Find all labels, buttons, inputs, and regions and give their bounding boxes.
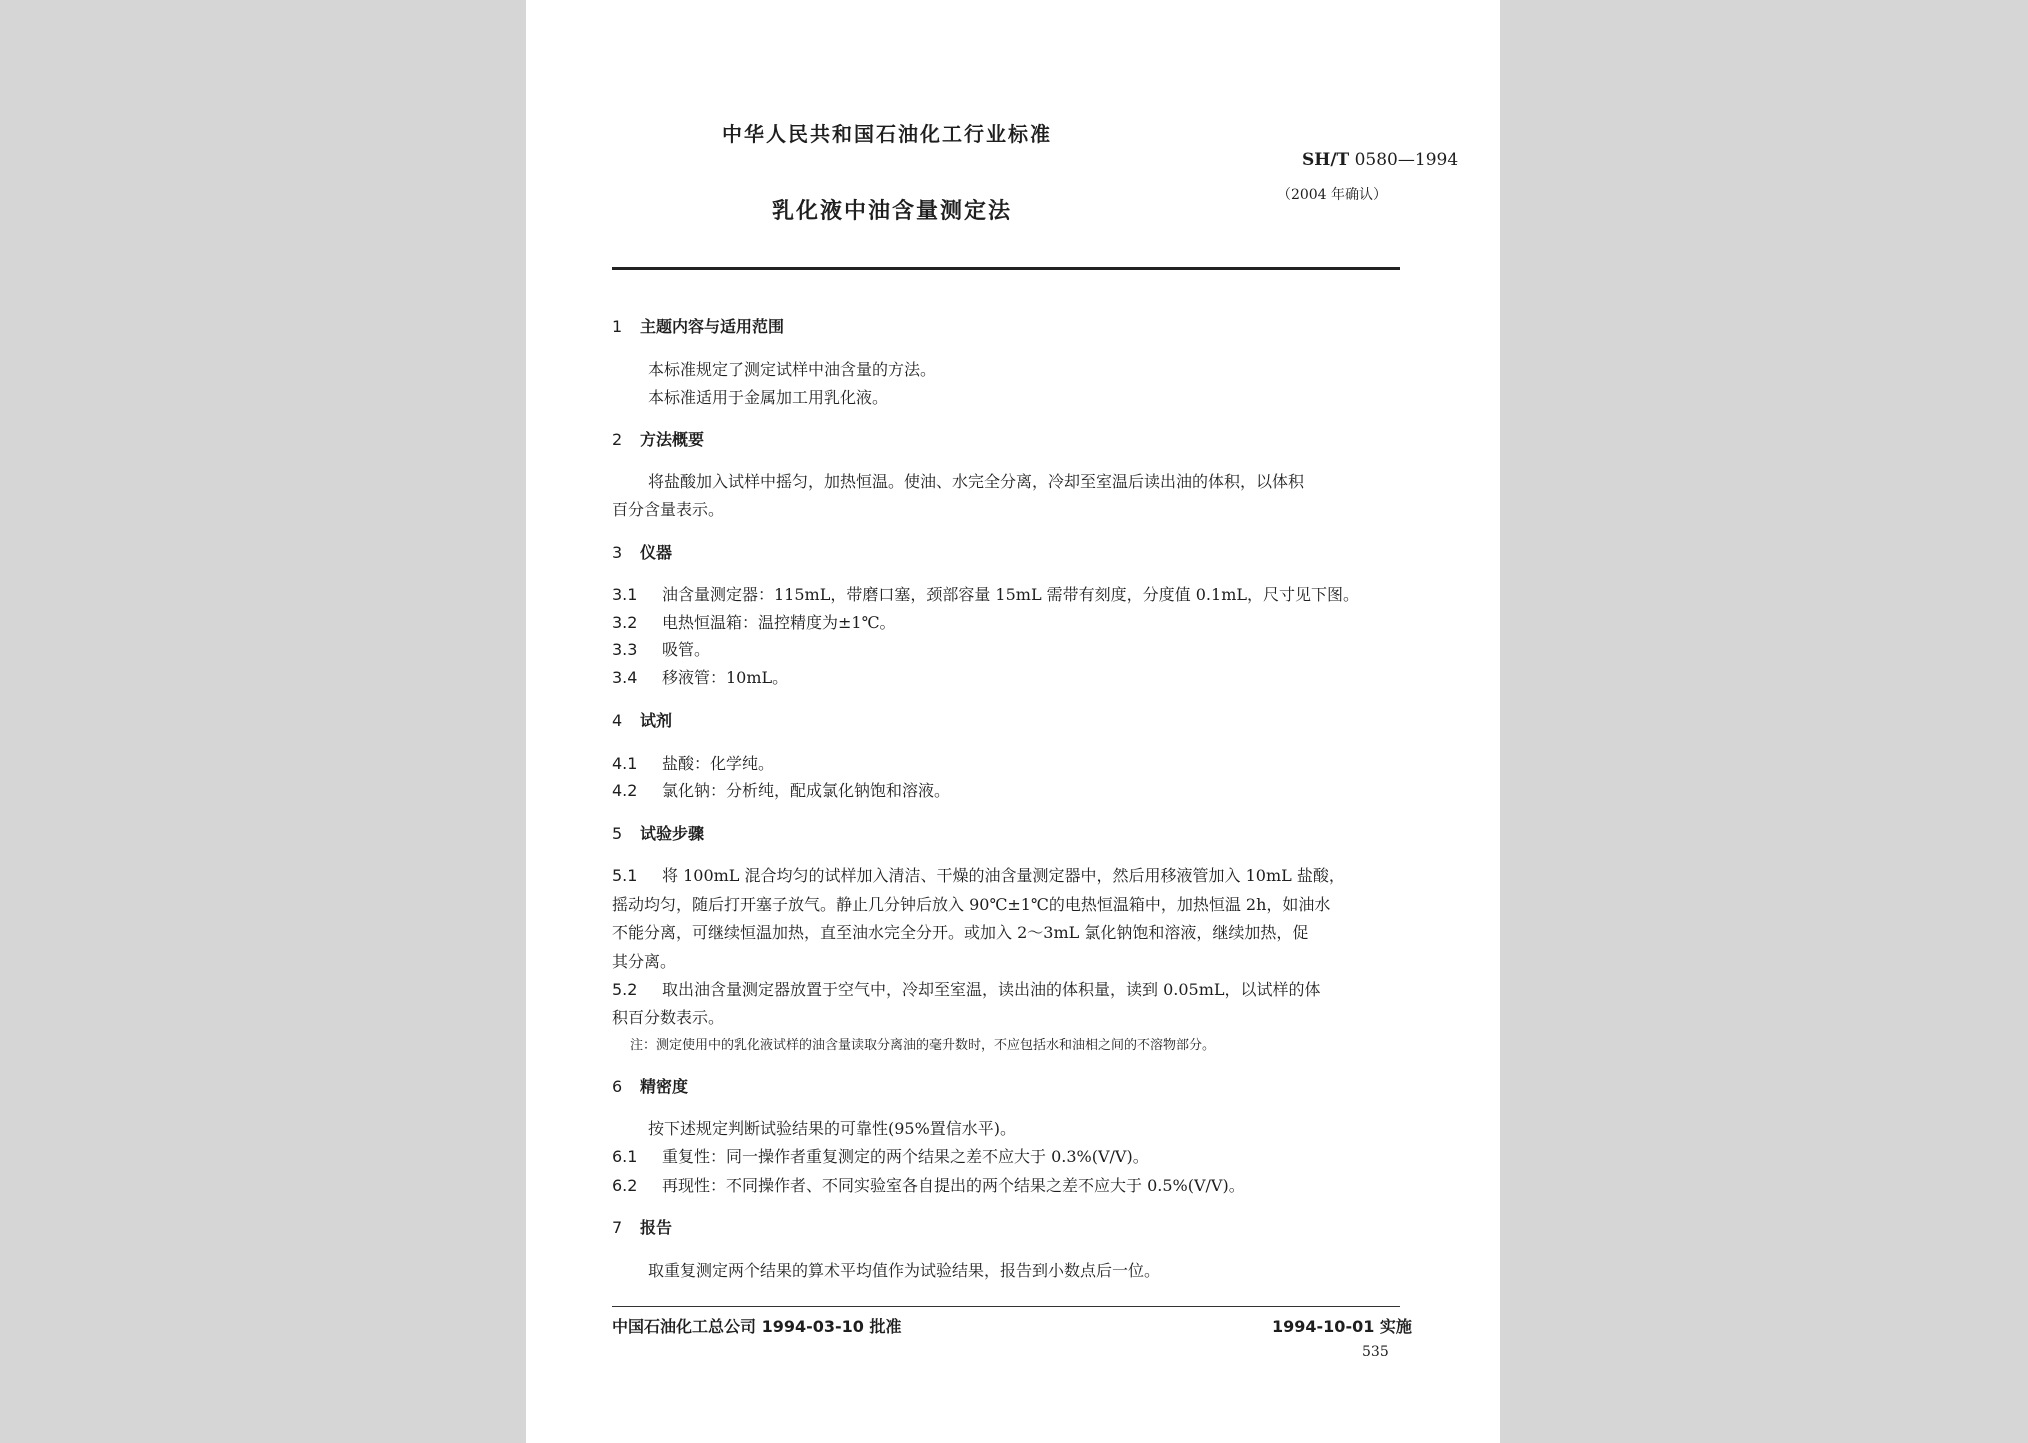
clause-3-4 <box>612 665 788 688</box>
section-4-heading <box>612 708 672 731</box>
document-page <box>526 0 1500 1443</box>
section-2-paragraph: 百分含量表示。 <box>612 500 725 519</box>
clause-number: 4.1 <box>612 754 638 773</box>
clause-text: 盐酸：化学纯。 <box>662 754 775 773</box>
clause-number: 5.2 <box>612 980 638 999</box>
section-number: 4 <box>612 711 623 730</box>
clause-6-2 <box>612 1173 1245 1196</box>
section-1-paragraph: 本标准规定了测定试样中油含量的方法。 <box>648 360 937 379</box>
clause-text: 吸管。 <box>662 640 711 659</box>
section-title: 报告 <box>640 1218 673 1237</box>
clause-5-1 <box>612 863 1345 886</box>
issuing-organization: 中华人民共和国石油化工行业标准 <box>722 122 1052 146</box>
section-title: 主题内容与适用范围 <box>640 317 785 336</box>
section-number: 3 <box>612 543 623 562</box>
section-1-heading <box>612 314 784 337</box>
clause-5-1-continuation: 不能分离，可继续恒温加热，直至油水完全分开。或加入 2～3mL 氯化钠饱和溶液，继续加热，促 <box>612 923 1309 942</box>
section-3-heading <box>612 540 672 563</box>
clause-5-1-continuation: 摇动均匀，随后打开塞子放气。静止几分钟后放入 90℃±1℃的电热恒温箱中，加热恒温 2h，如油水 <box>612 895 1331 914</box>
clause-text: 取出油含量测定器放置于空气中，冷却至室温，读出油的体积量，读到 0.05mL，以试样的体 <box>662 980 1321 999</box>
clause-5-note: 注：测定使用中的乳化液试样的油含量读取分离油的毫升数时，不应包括水和油相之间的不溶物部分。 <box>630 1038 1216 1053</box>
footer-divider <box>612 1306 1400 1307</box>
standard-number <box>1302 150 1458 170</box>
effective-date: 1994-10-01 实施 <box>1272 1317 1412 1336</box>
section-number: 7 <box>612 1218 623 1237</box>
clause-6-1 <box>612 1144 1149 1167</box>
section-title: 试剂 <box>640 711 673 730</box>
clause-5-2 <box>612 977 1321 1000</box>
clause-4-2 <box>612 778 950 801</box>
section-2-paragraph: 将盐酸加入试样中摇匀，加热恒温。使油、水完全分离，冷却至室温后读出油的体积，以体积 <box>648 472 1305 491</box>
section-2-heading <box>612 427 704 450</box>
approval-line: 中国石油化工总公司 1994-03-10 批准 <box>612 1317 902 1336</box>
clause-3-3 <box>612 637 710 660</box>
clause-number: 3.2 <box>612 613 638 632</box>
section-number: 2 <box>612 430 623 449</box>
section-6-heading <box>612 1074 688 1097</box>
document-title: 乳化液中油含量测定法 <box>772 199 1013 224</box>
clause-text: 移液管：10mL。 <box>662 668 789 687</box>
clause-number: 4.2 <box>612 781 638 800</box>
section-1-paragraph: 本标准适用于金属加工用乳化液。 <box>648 388 889 407</box>
clause-number: 6.1 <box>612 1147 638 1166</box>
section-5-heading <box>612 821 704 844</box>
section-7-paragraph: 取重复测定两个结果的算术平均值作为试验结果，报告到小数点后一位。 <box>648 1261 1161 1280</box>
clause-number: 6.2 <box>612 1176 638 1195</box>
section-7-heading <box>612 1215 672 1238</box>
clause-5-2-continuation: 积百分数表示。 <box>612 1008 725 1027</box>
clause-text: 再现性：不同操作者、不同实验室各自提出的两个结果之差不应大于 0.5%(V/V)。 <box>662 1176 1245 1195</box>
standard-code: SH/T <box>1302 150 1350 170</box>
clause-number: 3.1 <box>612 585 638 604</box>
section-number: 6 <box>612 1077 623 1096</box>
section-title: 方法概要 <box>640 430 705 449</box>
clause-text: 重复性：同一操作者重复测定的两个结果之差不应大于 0.3%(V/V)。 <box>662 1147 1149 1166</box>
clause-number: 3.3 <box>612 640 638 659</box>
section-title: 试验步骤 <box>640 824 705 843</box>
section-title: 精密度 <box>640 1077 689 1096</box>
header-divider <box>612 267 1400 270</box>
standard-year: 0580—1994 <box>1354 150 1459 170</box>
confirmation-note: （2004 年确认） <box>1276 187 1388 203</box>
section-title: 仪器 <box>640 543 673 562</box>
clause-text: 将 100mL 混合均匀的试样加入清洁、干燥的油含量测定器中，然后用移液管加入 10mL 盐酸， <box>662 866 1345 885</box>
clause-number: 5.1 <box>612 866 638 885</box>
section-6-intro: 按下述规定判断试验结果的可靠性(95%置信水平)。 <box>648 1119 1017 1138</box>
clause-text: 电热恒温箱：温控精度为±1℃。 <box>662 613 896 632</box>
clause-4-1 <box>612 751 774 774</box>
section-number: 1 <box>612 317 623 336</box>
section-number: 5 <box>612 824 623 843</box>
clause-text: 氯化钠：分析纯，配成氯化钠饱和溶液。 <box>662 781 951 800</box>
clause-5-1-continuation: 其分离。 <box>612 952 677 971</box>
clause-3-2 <box>612 610 896 633</box>
page-number: 535 <box>1362 1344 1389 1360</box>
clause-3-1 <box>612 582 1359 605</box>
clause-text: 油含量测定器：115mL，带磨口塞，颈部容量 15mL 需带有刻度，分度值 0.1mL，尺寸见下图。 <box>662 585 1359 604</box>
clause-number: 3.4 <box>612 668 638 687</box>
